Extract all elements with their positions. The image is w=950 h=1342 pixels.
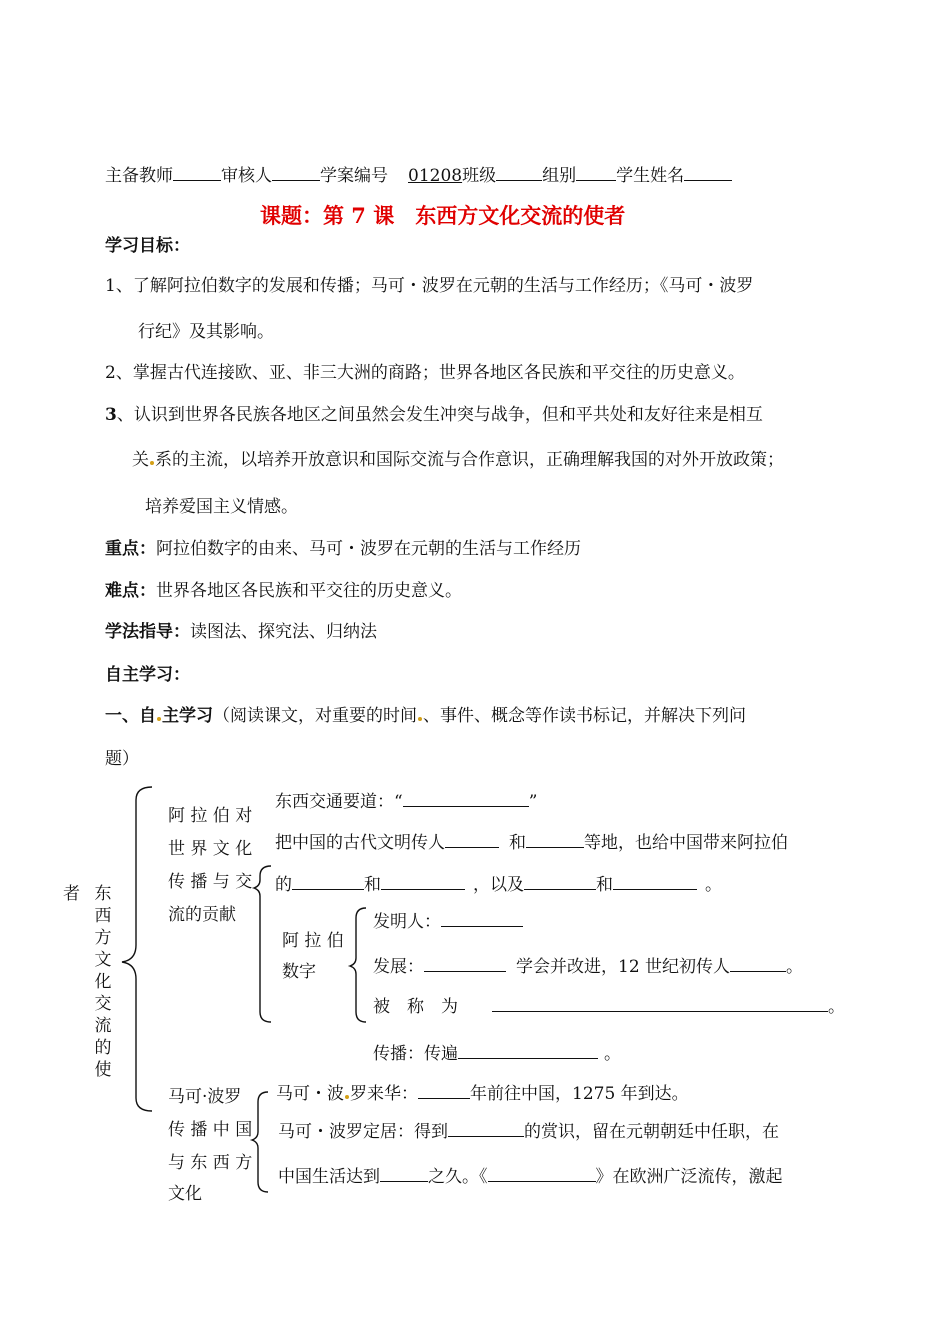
develop-line — [373, 955, 803, 978]
header-reviewer-label: 审核人 — [221, 166, 272, 186]
header-plan-no-label: 学案编号 — [320, 166, 388, 186]
spread-and: 和 — [596, 875, 613, 895]
blank[interactable] — [458, 1042, 598, 1059]
method-text: 读图法、探究法、归纳法 — [190, 622, 377, 642]
blank[interactable] — [492, 995, 828, 1012]
live-text: 中国生活达到 — [278, 1167, 380, 1187]
period: 。 — [828, 997, 845, 1017]
trade-road-label: 东西交通要道： — [275, 792, 394, 812]
spread-line-2 — [275, 873, 722, 896]
header-plan-no: 01208 — [408, 166, 463, 186]
period: 。 — [786, 957, 804, 977]
blank[interactable] — [403, 790, 529, 807]
spread-and-also: ，以及 — [473, 875, 524, 895]
key-text: 阿拉伯数字的由来、马可・波罗在元朝的生活与工作经历 — [156, 539, 581, 559]
open-quote: “ — [394, 792, 403, 812]
spread-text-cont: 等地，也给中国带来阿拉伯 — [584, 833, 788, 853]
objective-2: 2、掌握古代连接欧、亚、非三大洲的商路；世界各地区各民族和平交往的历史意义。 — [105, 363, 745, 383]
blank[interactable] — [418, 1082, 470, 1099]
header-group-label: 组别 — [542, 166, 577, 186]
blank[interactable] — [292, 873, 364, 890]
objective-3-cont-text: 系的主流，以培养开放意识和国际交流与合作意识，正确理解我国的对外开放政策； — [155, 450, 784, 470]
settle-text-cont: 的赏识，留在元朝朝廷中任职，在 — [524, 1122, 779, 1142]
period: 。 — [705, 875, 722, 895]
spread-and: 和 — [364, 875, 381, 895]
blank[interactable] — [613, 873, 697, 890]
live-line — [278, 1165, 783, 1188]
blank[interactable] — [524, 873, 596, 890]
objective-1-cont: 行纪》及其影响。 — [138, 322, 274, 342]
trade-road — [275, 790, 537, 813]
spread-and: 和 — [509, 833, 526, 853]
objective-3-number: 3 — [105, 405, 117, 425]
marco-label-line1: 马可·波罗 — [168, 1087, 242, 1107]
mark-dot — [345, 1095, 349, 1099]
numerals-label-line1: 阿 拉 伯 — [282, 931, 344, 951]
spread2-line — [373, 1042, 621, 1065]
self-study-heading: 自主学习： — [105, 665, 190, 685]
blank[interactable] — [445, 831, 499, 848]
side-char: 者 — [63, 884, 80, 904]
called-label: 被 称 为 — [373, 997, 458, 1017]
root-brace — [122, 787, 152, 1111]
period: 。 — [604, 1044, 621, 1064]
marco-label-line4: 文化 — [168, 1184, 202, 1201]
arrive-line — [276, 1082, 689, 1105]
page-title: 课题：第 7 课 东西方文化交流的使者 — [260, 203, 626, 228]
objective-3-text: 、认识到世界各民族各地区之间虽然会发生冲突与战争，但和平共处和友好往来是相互 — [116, 405, 763, 425]
part1-text: （阅读课文，对重要的时间 — [213, 706, 417, 726]
blank[interactable] — [488, 1165, 596, 1182]
arrive-label: 马可・波 — [276, 1084, 344, 1104]
close-quote: ” — [528, 792, 538, 812]
arrive-text: 年前往中国，1275 年到达。 — [470, 1084, 689, 1104]
blank[interactable] — [381, 873, 465, 890]
spread2-label: 传播：传遍 — [373, 1044, 458, 1064]
arab-label-line2: 世 界 文 化 — [168, 839, 253, 859]
arab-label-line1: 阿 拉 伯 对 — [168, 806, 253, 826]
blank[interactable] — [441, 910, 523, 927]
inventor-label: 发明人： — [373, 912, 441, 932]
objectives-heading: 学习目标： — [105, 236, 190, 256]
objective-1: 1、了解阿拉伯数字的发展和传播；马可・波罗在元朝的生活与工作经历；《马可・波罗 — [105, 276, 754, 296]
arab-label-line3: 传 播 与 交 — [168, 872, 253, 892]
marco-brace — [252, 1092, 268, 1192]
numerals-label-line2: 数字 — [282, 962, 316, 982]
objective-3-cont2: 培养爱国主义情感。 — [145, 497, 298, 517]
arrive-label-cont: 罗来华： — [350, 1084, 418, 1104]
objective-3-char: 关 — [132, 450, 149, 470]
header-student-label: 学生姓名 — [616, 166, 685, 186]
blank[interactable] — [526, 831, 584, 848]
spread-text: 把中国的古代文明传人 — [275, 833, 445, 853]
settle-text: 马可・波罗定居：得到 — [278, 1122, 448, 1142]
numerals-brace — [350, 908, 366, 1022]
inventor-line — [373, 910, 523, 933]
spread-de: 的 — [275, 875, 292, 895]
header-teacher-label: 主备教师 — [105, 166, 173, 186]
live-text-end: 》在欧洲广泛流传，激起 — [595, 1167, 783, 1187]
blank[interactable] — [380, 1165, 428, 1182]
marco-label-line3: 与 东 西 方 — [168, 1153, 253, 1173]
spread-line — [275, 831, 788, 854]
root-label: 东西方文化交流的使 — [94, 884, 112, 1080]
marco-label-line2: 传 播 中 国 — [168, 1120, 253, 1140]
difficulty-label: 难点： — [105, 581, 156, 601]
develop-label: 发展： — [373, 957, 424, 977]
develop-text: 学会并改进，12 世纪初传人 — [516, 957, 731, 977]
called-line — [373, 995, 845, 1018]
part1-label: 一、自 — [105, 706, 156, 726]
blank[interactable] — [448, 1120, 524, 1137]
key-label: 重点： — [105, 539, 156, 559]
blank[interactable] — [730, 955, 786, 972]
part1-text-cont: 、事件、概念等作读书标记，并解决下列问 — [423, 706, 746, 726]
settle-line — [278, 1120, 779, 1143]
difficulty-text: 世界各地区各民族和平交往的历史意义。 — [156, 581, 462, 601]
live-text-cont: 之久。《 — [428, 1167, 488, 1187]
blank[interactable] — [424, 955, 506, 972]
method-label: 学法指导： — [105, 622, 190, 642]
part1-label-cont: 主学习 — [162, 706, 213, 726]
self-study-instruction-cont: 题） — [105, 749, 139, 769]
header-class-label: 班级 — [462, 166, 497, 186]
arab-brace — [254, 866, 271, 1022]
arab-label-line4: 流的贡献 — [168, 905, 236, 925]
